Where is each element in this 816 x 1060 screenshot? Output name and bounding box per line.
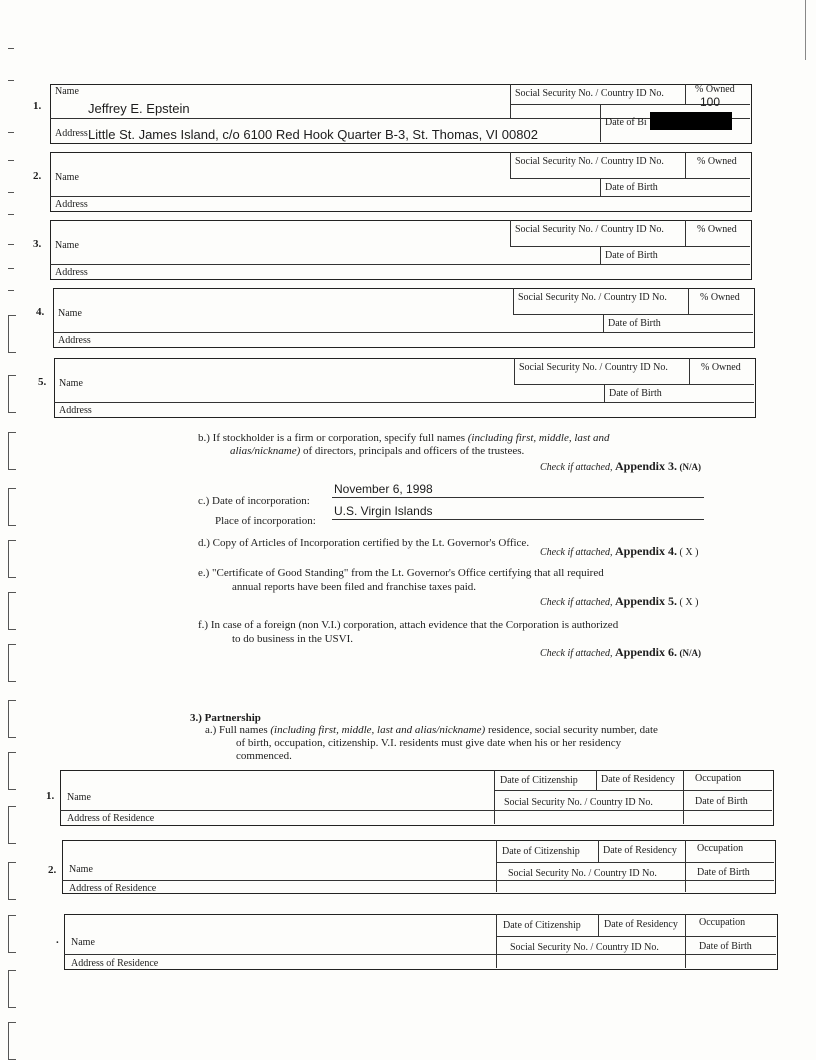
margin-mark (8, 48, 14, 49)
address-residence-label: Address of Residence (67, 813, 155, 824)
row-divider (64, 954, 776, 955)
margin-mark (8, 214, 14, 215)
margin-bracket (8, 806, 16, 844)
dob-label: Date of Bi (605, 117, 647, 128)
dob-label: Date of Birth (608, 318, 661, 329)
check-label: Check if attached, (540, 648, 613, 659)
row-divider (53, 332, 753, 333)
margin-mark (8, 192, 14, 193)
owned-label: % Owned (697, 156, 737, 167)
row-number: 2. (33, 170, 42, 182)
name-label: Name (55, 172, 79, 183)
ssn-label: Social Security No. / Country ID No. (515, 88, 664, 99)
check-label: Check if attached, (540, 597, 613, 608)
section-b-italic2: alias/nickname) (230, 445, 301, 457)
name-label: Name (58, 308, 82, 319)
section-b-italic: (including first, middle, last and (467, 432, 610, 444)
appendix-mark[interactable]: ( X ) (679, 547, 699, 558)
address-label: Address (55, 199, 88, 210)
incorp-date-label: c.) Date of incorporation: (198, 495, 310, 507)
margin-bracket (8, 700, 16, 738)
row-divider (50, 264, 750, 265)
ssn-label: Social Security No. / Country ID No. (504, 797, 653, 808)
margin-bracket (8, 375, 16, 413)
appendix-mark[interactable]: (N/A) (679, 462, 702, 472)
col-divider (683, 770, 684, 824)
ssn-label: Social Security No. / Country ID No. (518, 292, 667, 303)
residency-label: Date of Residency (604, 919, 678, 930)
margin-mark (8, 268, 14, 269)
name-label: Name (55, 86, 79, 97)
name-label: Name (67, 792, 91, 803)
appendix-mark[interactable]: (N/A) (679, 648, 702, 658)
col-divider (598, 840, 599, 862)
margin-bracket (8, 862, 16, 900)
col-divider (600, 178, 601, 196)
row-divider (54, 402, 754, 403)
citizenship-label: Date of Citizenship (500, 775, 578, 786)
check-label: Check if attached, (540, 547, 613, 558)
ssn-label: Social Security No. / Country ID No. (519, 362, 668, 373)
address-label: Address (55, 128, 88, 139)
col-divider (496, 914, 497, 968)
appendix-label: Appendix 3. (614, 459, 678, 473)
row-divider (510, 246, 750, 247)
col-divider (600, 246, 601, 264)
name-label: Name (59, 378, 83, 389)
col-divider (685, 84, 686, 104)
check-label: Check if attached, (540, 462, 613, 473)
residency-label: Date of Residency (603, 845, 677, 856)
margin-bracket (8, 540, 16, 578)
margin-bracket (8, 970, 16, 1008)
partnership-line3: commenced. (236, 750, 292, 762)
partnership-heading: 3.) Partnership (190, 712, 261, 724)
occupation-label: Occupation (699, 917, 746, 928)
dob-label: Date of Birth (609, 388, 662, 399)
row-number: 5. (38, 376, 47, 388)
row-divider (510, 178, 750, 179)
margin-bracket (8, 644, 16, 682)
margin-bracket (8, 315, 16, 353)
owned-label: % Owned (697, 224, 737, 235)
row-divider (513, 314, 753, 315)
name-label: Name (69, 864, 93, 875)
row-divider (50, 196, 750, 197)
col-divider (600, 104, 601, 142)
margin-mark (8, 132, 14, 133)
margin-mark (8, 244, 14, 245)
section-e-line2: annual reports have been filed and franchise taxes paid. (232, 581, 477, 593)
redaction-block (650, 112, 732, 130)
dob-label: Date of Birth (695, 796, 748, 807)
col-divider (596, 770, 597, 790)
ssn-label: Social Security No. / Country ID No. (515, 224, 664, 235)
appendix-label: Appendix 5. (614, 594, 678, 608)
ssn-label: Social Security No. / Country ID No. (515, 156, 664, 167)
section-e-line1: e.) "Certificate of Good Standing" from the Lt. Governor's Office certifying that all required (198, 567, 604, 579)
margin-bracket (8, 432, 16, 470)
col-divider (510, 152, 511, 178)
occupation-label: Occupation (695, 773, 742, 784)
row-number: 1. (46, 790, 55, 802)
scan-edge (805, 0, 806, 60)
margin-mark (8, 290, 14, 291)
section-f-line2: to do business in the USVI. (232, 633, 353, 645)
section-b-text2: of directors, principals and officers of the trustees. (300, 445, 525, 457)
section-b-line1 (198, 432, 610, 445)
col-divider (496, 840, 497, 892)
address-residence-label: Address of Residence (69, 883, 157, 894)
margin-mark (8, 160, 14, 161)
address-label: Address (58, 335, 91, 346)
row-divider (514, 384, 754, 385)
row-divider (62, 880, 774, 881)
incorp-date-line (332, 497, 704, 498)
incorp-place-line (332, 519, 704, 520)
partnership-line2: of birth, occupation, citizenship. V.I. residents must give date when his or her residency (236, 737, 622, 749)
margin-mark (8, 80, 14, 81)
row-number: 3. (33, 238, 42, 250)
section-f-check (540, 645, 701, 660)
name-label: Name (55, 240, 79, 251)
col-divider (604, 384, 605, 402)
section-f-line1: f.) In case of a foreign (non V.I.) corporation, attach evidence that the Corporation is authorized (198, 619, 619, 631)
appendix-label: Appendix 6. (614, 645, 678, 659)
address-label: Address (59, 405, 92, 416)
partnership-line1 (205, 724, 658, 737)
incorp-place-field[interactable]: U.S. Virgin Islands (334, 504, 433, 518)
dob-label: Date of Birth (697, 867, 750, 878)
owned-label: % Owned (701, 362, 741, 373)
row-number: 4. (36, 306, 45, 318)
section-e-check (540, 594, 698, 609)
appendix-mark[interactable]: ( X ) (679, 597, 699, 608)
col-divider (685, 220, 686, 246)
col-divider (603, 314, 604, 332)
name-label: Name (71, 937, 95, 948)
row-divider (496, 862, 774, 863)
col-divider (598, 914, 599, 936)
section-b-check (540, 459, 701, 474)
owned-label: % Owned (700, 292, 740, 303)
partnership-a-italic: (including first, middle, last and alias/nickname) (270, 724, 486, 736)
col-divider (685, 840, 686, 892)
section-b-text: b.) If stockholder is a firm or corporation, specify full names (198, 432, 468, 444)
row-divider (496, 936, 776, 937)
incorp-place-label: Place of incorporation: (215, 515, 316, 527)
col-divider (688, 288, 689, 314)
col-divider (689, 358, 690, 384)
appendix-label: Appendix 4. (614, 544, 678, 558)
row-divider (494, 790, 772, 791)
occupation-label: Occupation (697, 843, 744, 854)
address-residence-label: Address of Residence (71, 958, 159, 969)
row-number: 2. (48, 864, 57, 876)
col-divider (510, 220, 511, 246)
section-d-check (540, 544, 698, 559)
margin-bracket (8, 752, 16, 790)
citizenship-label: Date of Citizenship (503, 920, 581, 931)
col-divider (514, 358, 515, 384)
dob-label: Date of Birth (605, 182, 658, 193)
incorp-date-field[interactable]: November 6, 1998 (334, 482, 433, 496)
address-field[interactable]: Little St. James Island, c/o 6100 Red Hook Quarter B-3, St. Thomas, VI 00802 (88, 127, 538, 142)
residency-label: Date of Residency (601, 774, 675, 785)
row-divider (60, 810, 772, 811)
partnership-a-pre: a.) Full names (205, 724, 271, 736)
ssn-label: Social Security No. / Country ID No. (510, 942, 659, 953)
margin-bracket (8, 915, 16, 953)
section-b-line2 (230, 445, 524, 458)
col-divider (513, 288, 514, 314)
row-number: 1. (33, 100, 42, 112)
ssn-label: Social Security No. / Country ID No. (508, 868, 657, 879)
partnership-a-post: residence, social security number, date (485, 724, 658, 736)
owned-field[interactable]: 100 (700, 95, 721, 109)
address-label: Address (55, 267, 88, 278)
col-divider (510, 84, 511, 118)
margin-bracket (8, 592, 16, 630)
name-field[interactable]: Jeffrey E. Epstein (88, 101, 190, 116)
section-d-text: d.) Copy of Articles of Incorporation certified by the Lt. Governor's Office. (198, 537, 530, 549)
citizenship-label: Date of Citizenship (502, 846, 580, 857)
owned-label: % Owned (695, 84, 735, 95)
dob-label: Date of Birth (605, 250, 658, 261)
dob-label: Date of Birth (699, 941, 752, 952)
col-divider (494, 770, 495, 824)
margin-bracket (8, 1022, 16, 1060)
margin-bracket (8, 488, 16, 526)
row-number: . (56, 934, 59, 946)
col-divider (685, 914, 686, 968)
col-divider (685, 152, 686, 178)
